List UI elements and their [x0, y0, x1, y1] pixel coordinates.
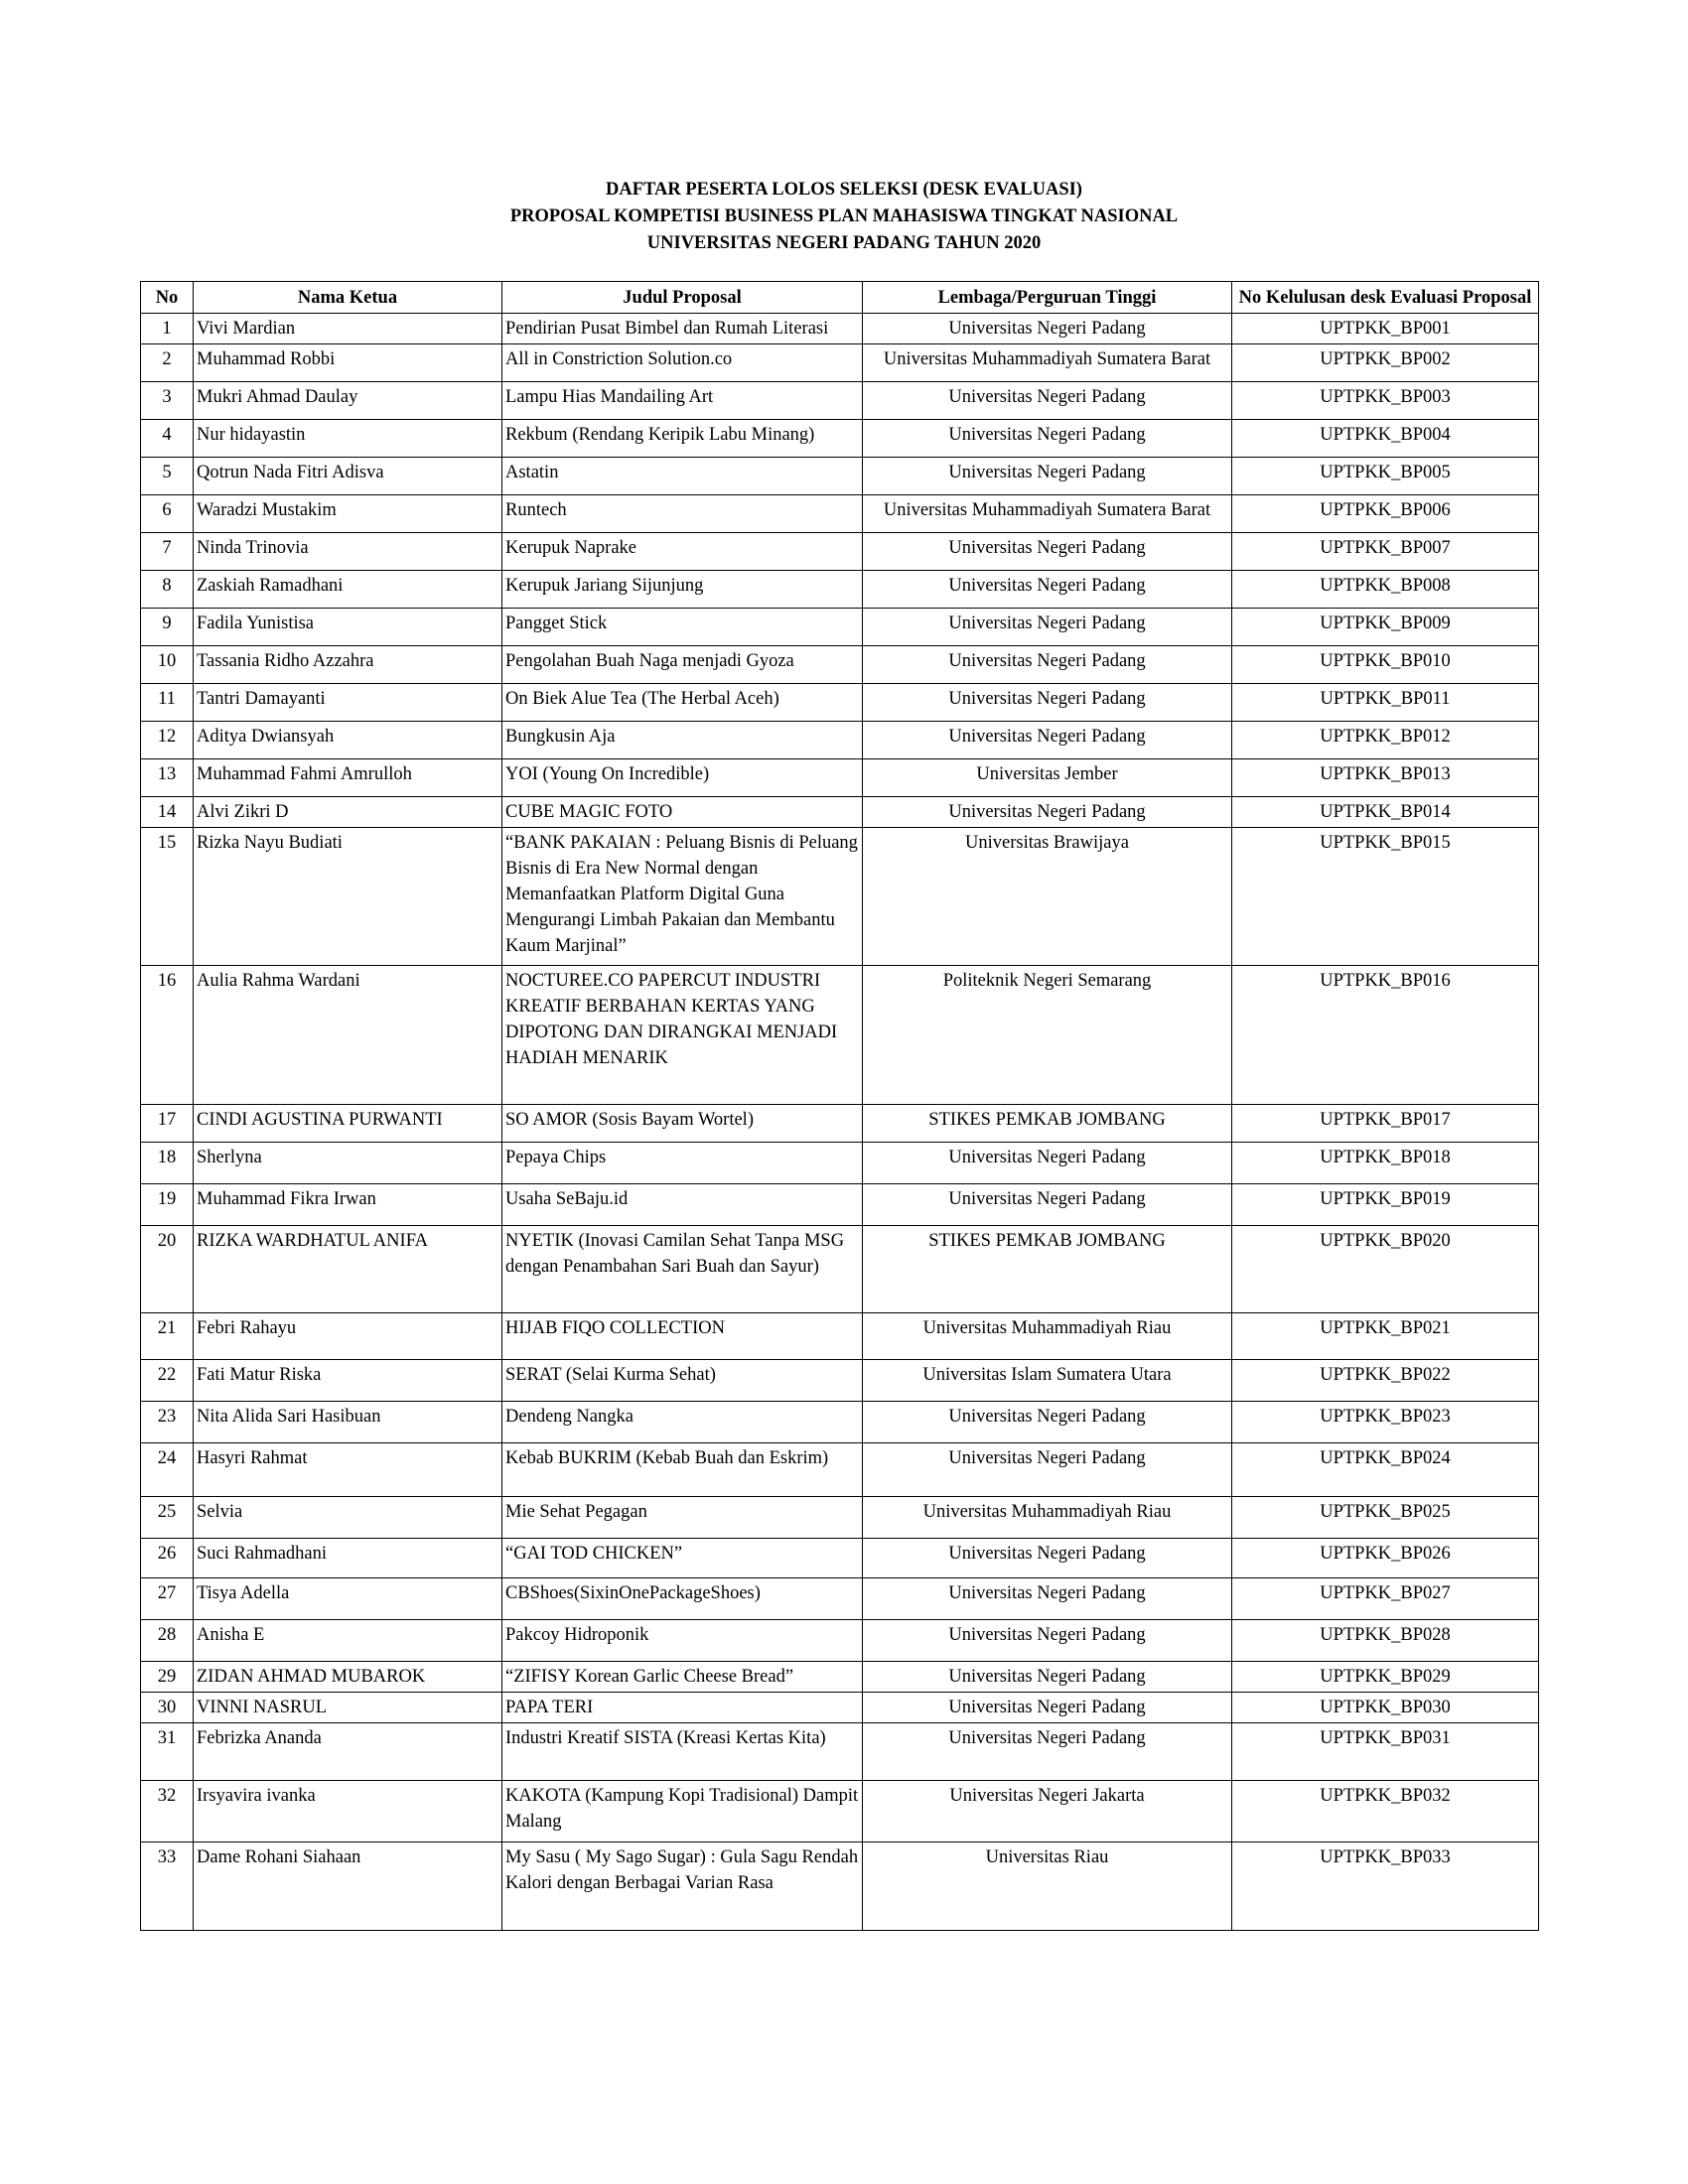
table-row: [141, 1443, 1539, 1497]
row-number: 15: [141, 828, 194, 966]
table-row: [141, 1620, 1539, 1662]
table-row: [141, 646, 1539, 684]
row-lembaga: Universitas Negeri Padang: [863, 722, 1232, 759]
row-lembaga: Universitas Negeri Padang: [863, 1184, 1232, 1226]
row-number: 4: [141, 420, 194, 458]
row-judul-proposal: Pendirian Pusat Bimbel dan Rumah Literasi: [502, 314, 863, 344]
table-row: [141, 759, 1539, 797]
row-lembaga: Universitas Negeri Padang: [863, 382, 1232, 420]
table-row: [141, 1226, 1539, 1313]
row-judul-proposal: Bungkusin Aja: [502, 722, 863, 759]
row-judul-proposal: Rekbum (Rendang Keripik Labu Minang): [502, 420, 863, 458]
row-nama-ketua: Fadila Yunistisa: [194, 609, 502, 646]
row-judul-proposal: CBShoes(SixinOnePackageShoes): [502, 1578, 863, 1620]
header-judul-proposal: Judul Proposal: [502, 282, 863, 314]
row-nama-ketua: ZIDAN AHMAD MUBAROK: [194, 1662, 502, 1693]
row-nama-ketua: Febrizka Ananda: [194, 1723, 502, 1781]
row-nama-ketua: Mukri Ahmad Daulay: [194, 382, 502, 420]
row-lembaga: Universitas Negeri Padang: [863, 1723, 1232, 1781]
table-row: [141, 1539, 1539, 1578]
row-nama-ketua: Febri Rahayu: [194, 1313, 502, 1360]
header-nama-ketua: Nama Ketua: [194, 282, 502, 314]
row-number: 9: [141, 609, 194, 646]
row-no-kelulusan: UPTPKK_BP008: [1232, 571, 1539, 609]
row-nama-ketua: Waradzi Mustakim: [194, 495, 502, 533]
row-nama-ketua: CINDI AGUSTINA PURWANTI: [194, 1105, 502, 1143]
row-number: 11: [141, 684, 194, 722]
row-nama-ketua: Irsyavira ivanka: [194, 1781, 502, 1843]
row-judul-proposal: Pakcoy Hidroponik: [502, 1620, 863, 1662]
row-number: 14: [141, 797, 194, 828]
table-row: [141, 1105, 1539, 1143]
row-lembaga: Universitas Negeri Padang: [863, 420, 1232, 458]
row-number: 33: [141, 1843, 194, 1931]
row-lembaga: Universitas Negeri Padang: [863, 1578, 1232, 1620]
row-judul-proposal: KAKOTA (Kampung Kopi Tradisional) Dampit Malang: [502, 1781, 863, 1843]
row-judul-proposal: CUBE MAGIC FOTO: [502, 797, 863, 828]
row-judul-proposal: Astatin: [502, 458, 863, 495]
heading-line-3: UNIVERSITAS NEGERI PADANG TAHUN 2020: [646, 233, 1042, 253]
table-row: [141, 1843, 1539, 1931]
row-no-kelulusan: UPTPKK_BP022: [1232, 1360, 1539, 1402]
row-no-kelulusan: UPTPKK_BP033: [1232, 1843, 1539, 1931]
row-nama-ketua: Vivi Mardian: [194, 314, 502, 344]
row-lembaga: Universitas Negeri Padang: [863, 1443, 1232, 1497]
row-no-kelulusan: UPTPKK_BP018: [1232, 1143, 1539, 1184]
row-no-kelulusan: UPTPKK_BP026: [1232, 1539, 1539, 1578]
row-nama-ketua: Alvi Zikri D: [194, 797, 502, 828]
table-row: [141, 684, 1539, 722]
row-number: 29: [141, 1662, 194, 1693]
row-lembaga: Universitas Negeri Padang: [863, 1662, 1232, 1693]
table-row: [141, 420, 1539, 458]
row-number: 18: [141, 1143, 194, 1184]
row-number: 10: [141, 646, 194, 684]
row-no-kelulusan: UPTPKK_BP003: [1232, 382, 1539, 420]
row-number: 32: [141, 1781, 194, 1843]
table-row: [141, 495, 1539, 533]
row-number: 6: [141, 495, 194, 533]
row-lembaga: Universitas Negeri Padang: [863, 314, 1232, 344]
row-no-kelulusan: UPTPKK_BP013: [1232, 759, 1539, 797]
row-judul-proposal: Pepaya Chips: [502, 1143, 863, 1184]
table-row: [141, 1693, 1539, 1723]
row-number: 25: [141, 1497, 194, 1539]
row-no-kelulusan: UPTPKK_BP027: [1232, 1578, 1539, 1620]
row-no-kelulusan: UPTPKK_BP028: [1232, 1620, 1539, 1662]
table-row: [141, 1402, 1539, 1443]
row-number: 26: [141, 1539, 194, 1578]
row-lembaga: Universitas Muhammadiyah Sumatera Barat: [863, 495, 1232, 533]
table-row: [141, 458, 1539, 495]
row-lembaga: Universitas Negeri Padang: [863, 1539, 1232, 1578]
row-number: 21: [141, 1313, 194, 1360]
row-nama-ketua: Nita Alida Sari Hasibuan: [194, 1402, 502, 1443]
row-no-kelulusan: UPTPKK_BP031: [1232, 1723, 1539, 1781]
row-lembaga: Universitas Negeri Padang: [863, 1402, 1232, 1443]
row-lembaga: Universitas Muhammadiyah Riau: [863, 1497, 1232, 1539]
row-no-kelulusan: UPTPKK_BP002: [1232, 344, 1539, 382]
table-row: [141, 1578, 1539, 1620]
row-no-kelulusan: UPTPKK_BP030: [1232, 1693, 1539, 1723]
header-no-kelulusan: No Kelulusan desk Evaluasi Proposal: [1232, 282, 1539, 314]
row-number: 5: [141, 458, 194, 495]
row-lembaga: Universitas Muhammadiyah Sumatera Barat: [863, 344, 1232, 382]
row-judul-proposal: On Biek Alue Tea (The Herbal Aceh): [502, 684, 863, 722]
table-row: [141, 1143, 1539, 1184]
table-row: [141, 1497, 1539, 1539]
table-header-row: [141, 282, 1539, 314]
table-row: [141, 828, 1539, 966]
row-judul-proposal: Runtech: [502, 495, 863, 533]
row-no-kelulusan: UPTPKK_BP017: [1232, 1105, 1539, 1143]
row-number: 3: [141, 382, 194, 420]
row-no-kelulusan: UPTPKK_BP006: [1232, 495, 1539, 533]
row-judul-proposal: PAPA TERI: [502, 1693, 863, 1723]
row-number: 19: [141, 1184, 194, 1226]
row-lembaga: Universitas Muhammadiyah Riau: [863, 1313, 1232, 1360]
row-nama-ketua: RIZKA WARDHATUL ANIFA: [194, 1226, 502, 1313]
row-nama-ketua: Aditya Dwiansyah: [194, 722, 502, 759]
row-number: 27: [141, 1578, 194, 1620]
row-number: 1: [141, 314, 194, 344]
row-lembaga: Universitas Negeri Padang: [863, 646, 1232, 684]
table-row: [141, 344, 1539, 382]
row-lembaga: Universitas Negeri Padang: [863, 1620, 1232, 1662]
table-body: [141, 314, 1539, 1931]
row-nama-ketua: Selvia: [194, 1497, 502, 1539]
row-lembaga: Universitas Negeri Padang: [863, 533, 1232, 571]
row-number: 24: [141, 1443, 194, 1497]
row-number: 31: [141, 1723, 194, 1781]
heading-line-1: DAFTAR PESERTA LOLOS SELEKSI (DESK EVALUASI): [606, 180, 1082, 200]
row-no-kelulusan: UPTPKK_BP014: [1232, 797, 1539, 828]
table-row: [141, 571, 1539, 609]
table-row: [141, 1184, 1539, 1226]
row-lembaga: Universitas Islam Sumatera Utara: [863, 1360, 1232, 1402]
row-judul-proposal: “ZIFISY Korean Garlic Cheese Bread”: [502, 1662, 863, 1693]
row-number: 2: [141, 344, 194, 382]
row-judul-proposal: Lampu Hias Mandailing Art: [502, 382, 863, 420]
row-judul-proposal: Dendeng Nangka: [502, 1402, 863, 1443]
row-nama-ketua: Aulia Rahma Wardani: [194, 966, 502, 1105]
row-number: 7: [141, 533, 194, 571]
row-no-kelulusan: UPTPKK_BP009: [1232, 609, 1539, 646]
row-nama-ketua: Tantri Damayanti: [194, 684, 502, 722]
row-no-kelulusan: UPTPKK_BP024: [1232, 1443, 1539, 1497]
row-lembaga: STIKES PEMKAB JOMBANG: [863, 1105, 1232, 1143]
row-nama-ketua: Qotrun Nada Fitri Adisva: [194, 458, 502, 495]
row-no-kelulusan: UPTPKK_BP019: [1232, 1184, 1539, 1226]
table-row: [141, 382, 1539, 420]
row-judul-proposal: YOI (Young On Incredible): [502, 759, 863, 797]
row-number: 12: [141, 722, 194, 759]
row-no-kelulusan: UPTPKK_BP025: [1232, 1497, 1539, 1539]
table-row: [141, 1313, 1539, 1360]
row-no-kelulusan: UPTPKK_BP020: [1232, 1226, 1539, 1313]
row-number: 20: [141, 1226, 194, 1313]
row-lembaga: Universitas Negeri Padang: [863, 609, 1232, 646]
table-row: [141, 722, 1539, 759]
row-number: 30: [141, 1693, 194, 1723]
row-lembaga: Universitas Negeri Padang: [863, 797, 1232, 828]
row-lembaga: Universitas Negeri Padang: [863, 1693, 1232, 1723]
row-no-kelulusan: UPTPKK_BP012: [1232, 722, 1539, 759]
row-nama-ketua: Tassania Ridho Azzahra: [194, 646, 502, 684]
table-row: [141, 609, 1539, 646]
row-nama-ketua: Sherlyna: [194, 1143, 502, 1184]
row-no-kelulusan: UPTPKK_BP001: [1232, 314, 1539, 344]
row-judul-proposal: HIJAB FIQO COLLECTION: [502, 1313, 863, 1360]
row-no-kelulusan: UPTPKK_BP011: [1232, 684, 1539, 722]
header-lembaga: Lembaga/Perguruan Tinggi: [863, 282, 1232, 314]
row-lembaga: Universitas Negeri Padang: [863, 571, 1232, 609]
row-judul-proposal: SO AMOR (Sosis Bayam Wortel): [502, 1105, 863, 1143]
header-no: No: [141, 282, 194, 314]
row-judul-proposal: Kerupuk Jariang Sijunjung: [502, 571, 863, 609]
row-judul-proposal: Usaha SeBaju.id: [502, 1184, 863, 1226]
row-no-kelulusan: UPTPKK_BP021: [1232, 1313, 1539, 1360]
row-judul-proposal: My Sasu ( My Sago Sugar) : Gula Sagu Rendah Kalori dengan Berbagai Varian Rasa: [502, 1843, 863, 1931]
row-nama-ketua: Muhammad Fikra Irwan: [194, 1184, 502, 1226]
row-number: 28: [141, 1620, 194, 1662]
row-no-kelulusan: UPTPKK_BP007: [1232, 533, 1539, 571]
row-nama-ketua: Muhammad Fahmi Amrulloh: [194, 759, 502, 797]
row-nama-ketua: Rizka Nayu Budiati: [194, 828, 502, 966]
row-judul-proposal: Mie Sehat Pegagan: [502, 1497, 863, 1539]
row-no-kelulusan: UPTPKK_BP005: [1232, 458, 1539, 495]
row-number: 23: [141, 1402, 194, 1443]
row-lembaga: Universitas Brawijaya: [863, 828, 1232, 966]
row-judul-proposal: All in Constriction Solution.co: [502, 344, 863, 382]
table-row: [141, 1723, 1539, 1781]
row-no-kelulusan: UPTPKK_BP016: [1232, 966, 1539, 1105]
row-no-kelulusan: UPTPKK_BP010: [1232, 646, 1539, 684]
row-lembaga: STIKES PEMKAB JOMBANG: [863, 1226, 1232, 1313]
row-nama-ketua: VINNI NASRUL: [194, 1693, 502, 1723]
row-nama-ketua: Tisya Adella: [194, 1578, 502, 1620]
row-lembaga: Universitas Jember: [863, 759, 1232, 797]
row-judul-proposal: NYETIK (Inovasi Camilan Sehat Tanpa MSG dengan Penambahan Sari Buah dan Sayur): [502, 1226, 863, 1313]
row-judul-proposal: Kerupuk Naprake: [502, 533, 863, 571]
row-nama-ketua: Suci Rahmadhani: [194, 1539, 502, 1578]
row-judul-proposal: Industri Kreatif SISTA (Kreasi Kertas Kita): [502, 1723, 863, 1781]
row-nama-ketua: Dame Rohani Siahaan: [194, 1843, 502, 1931]
row-lembaga: Universitas Riau: [863, 1843, 1232, 1931]
row-lembaga: Universitas Negeri Jakarta: [863, 1781, 1232, 1843]
table-row: [141, 533, 1539, 571]
row-judul-proposal: NOCTUREE.CO PAPERCUT INDUSTRI KREATIF BERBAHAN KERTAS YANG DIPOTONG DAN DIRANGKAI MENJADI HADIAH MENARIK: [502, 966, 863, 1105]
row-no-kelulusan: UPTPKK_BP023: [1232, 1402, 1539, 1443]
row-nama-ketua: Muhammad Robbi: [194, 344, 502, 382]
row-number: 22: [141, 1360, 194, 1402]
row-nama-ketua: Zaskiah Ramadhani: [194, 571, 502, 609]
row-judul-proposal: SERAT (Selai Kurma Sehat): [502, 1360, 863, 1402]
row-lembaga: Universitas Negeri Padang: [863, 1143, 1232, 1184]
row-number: 16: [141, 966, 194, 1105]
row-judul-proposal: Pengolahan Buah Naga menjadi Gyoza: [502, 646, 863, 684]
row-nama-ketua: Nur hidayastin: [194, 420, 502, 458]
row-lembaga: Universitas Negeri Padang: [863, 458, 1232, 495]
row-no-kelulusan: UPTPKK_BP029: [1232, 1662, 1539, 1693]
table-row: [141, 1781, 1539, 1843]
table-row: [141, 1662, 1539, 1693]
heading-line-2: PROPOSAL KOMPETISI BUSINESS PLAN MAHASISWA TINGKAT NASIONAL: [509, 206, 1179, 226]
row-nama-ketua: Fati Matur Riska: [194, 1360, 502, 1402]
row-no-kelulusan: UPTPKK_BP004: [1232, 420, 1539, 458]
table-row: [141, 797, 1539, 828]
row-nama-ketua: Hasyri Rahmat: [194, 1443, 502, 1497]
row-no-kelulusan: UPTPKK_BP032: [1232, 1781, 1539, 1843]
row-lembaga: Politeknik Negeri Semarang: [863, 966, 1232, 1105]
row-judul-proposal: Pangget Stick: [502, 609, 863, 646]
row-number: 13: [141, 759, 194, 797]
table-row: [141, 1360, 1539, 1402]
document-heading: [0, 177, 1688, 257]
row-nama-ketua: Anisha E: [194, 1620, 502, 1662]
row-nama-ketua: Ninda Trinovia: [194, 533, 502, 571]
row-judul-proposal: “GAI TOD CHICKEN”: [502, 1539, 863, 1578]
table-row: [141, 314, 1539, 344]
row-judul-proposal: Kebab BUKRIM (Kebab Buah dan Eskrim): [502, 1443, 863, 1497]
row-lembaga: Universitas Negeri Padang: [863, 684, 1232, 722]
participants-table: [140, 281, 1539, 1931]
row-number: 8: [141, 571, 194, 609]
table-row: [141, 966, 1539, 1105]
row-number: 17: [141, 1105, 194, 1143]
row-judul-proposal: “BANK PAKAIAN : Peluang Bisnis di Peluang Bisnis di Era New Normal dengan Memanfaatkan Platform Digital Guna Mengurangi Limbah Pakaian dan Membantu Kaum Marjinal”: [502, 828, 863, 966]
row-no-kelulusan: UPTPKK_BP015: [1232, 828, 1539, 966]
